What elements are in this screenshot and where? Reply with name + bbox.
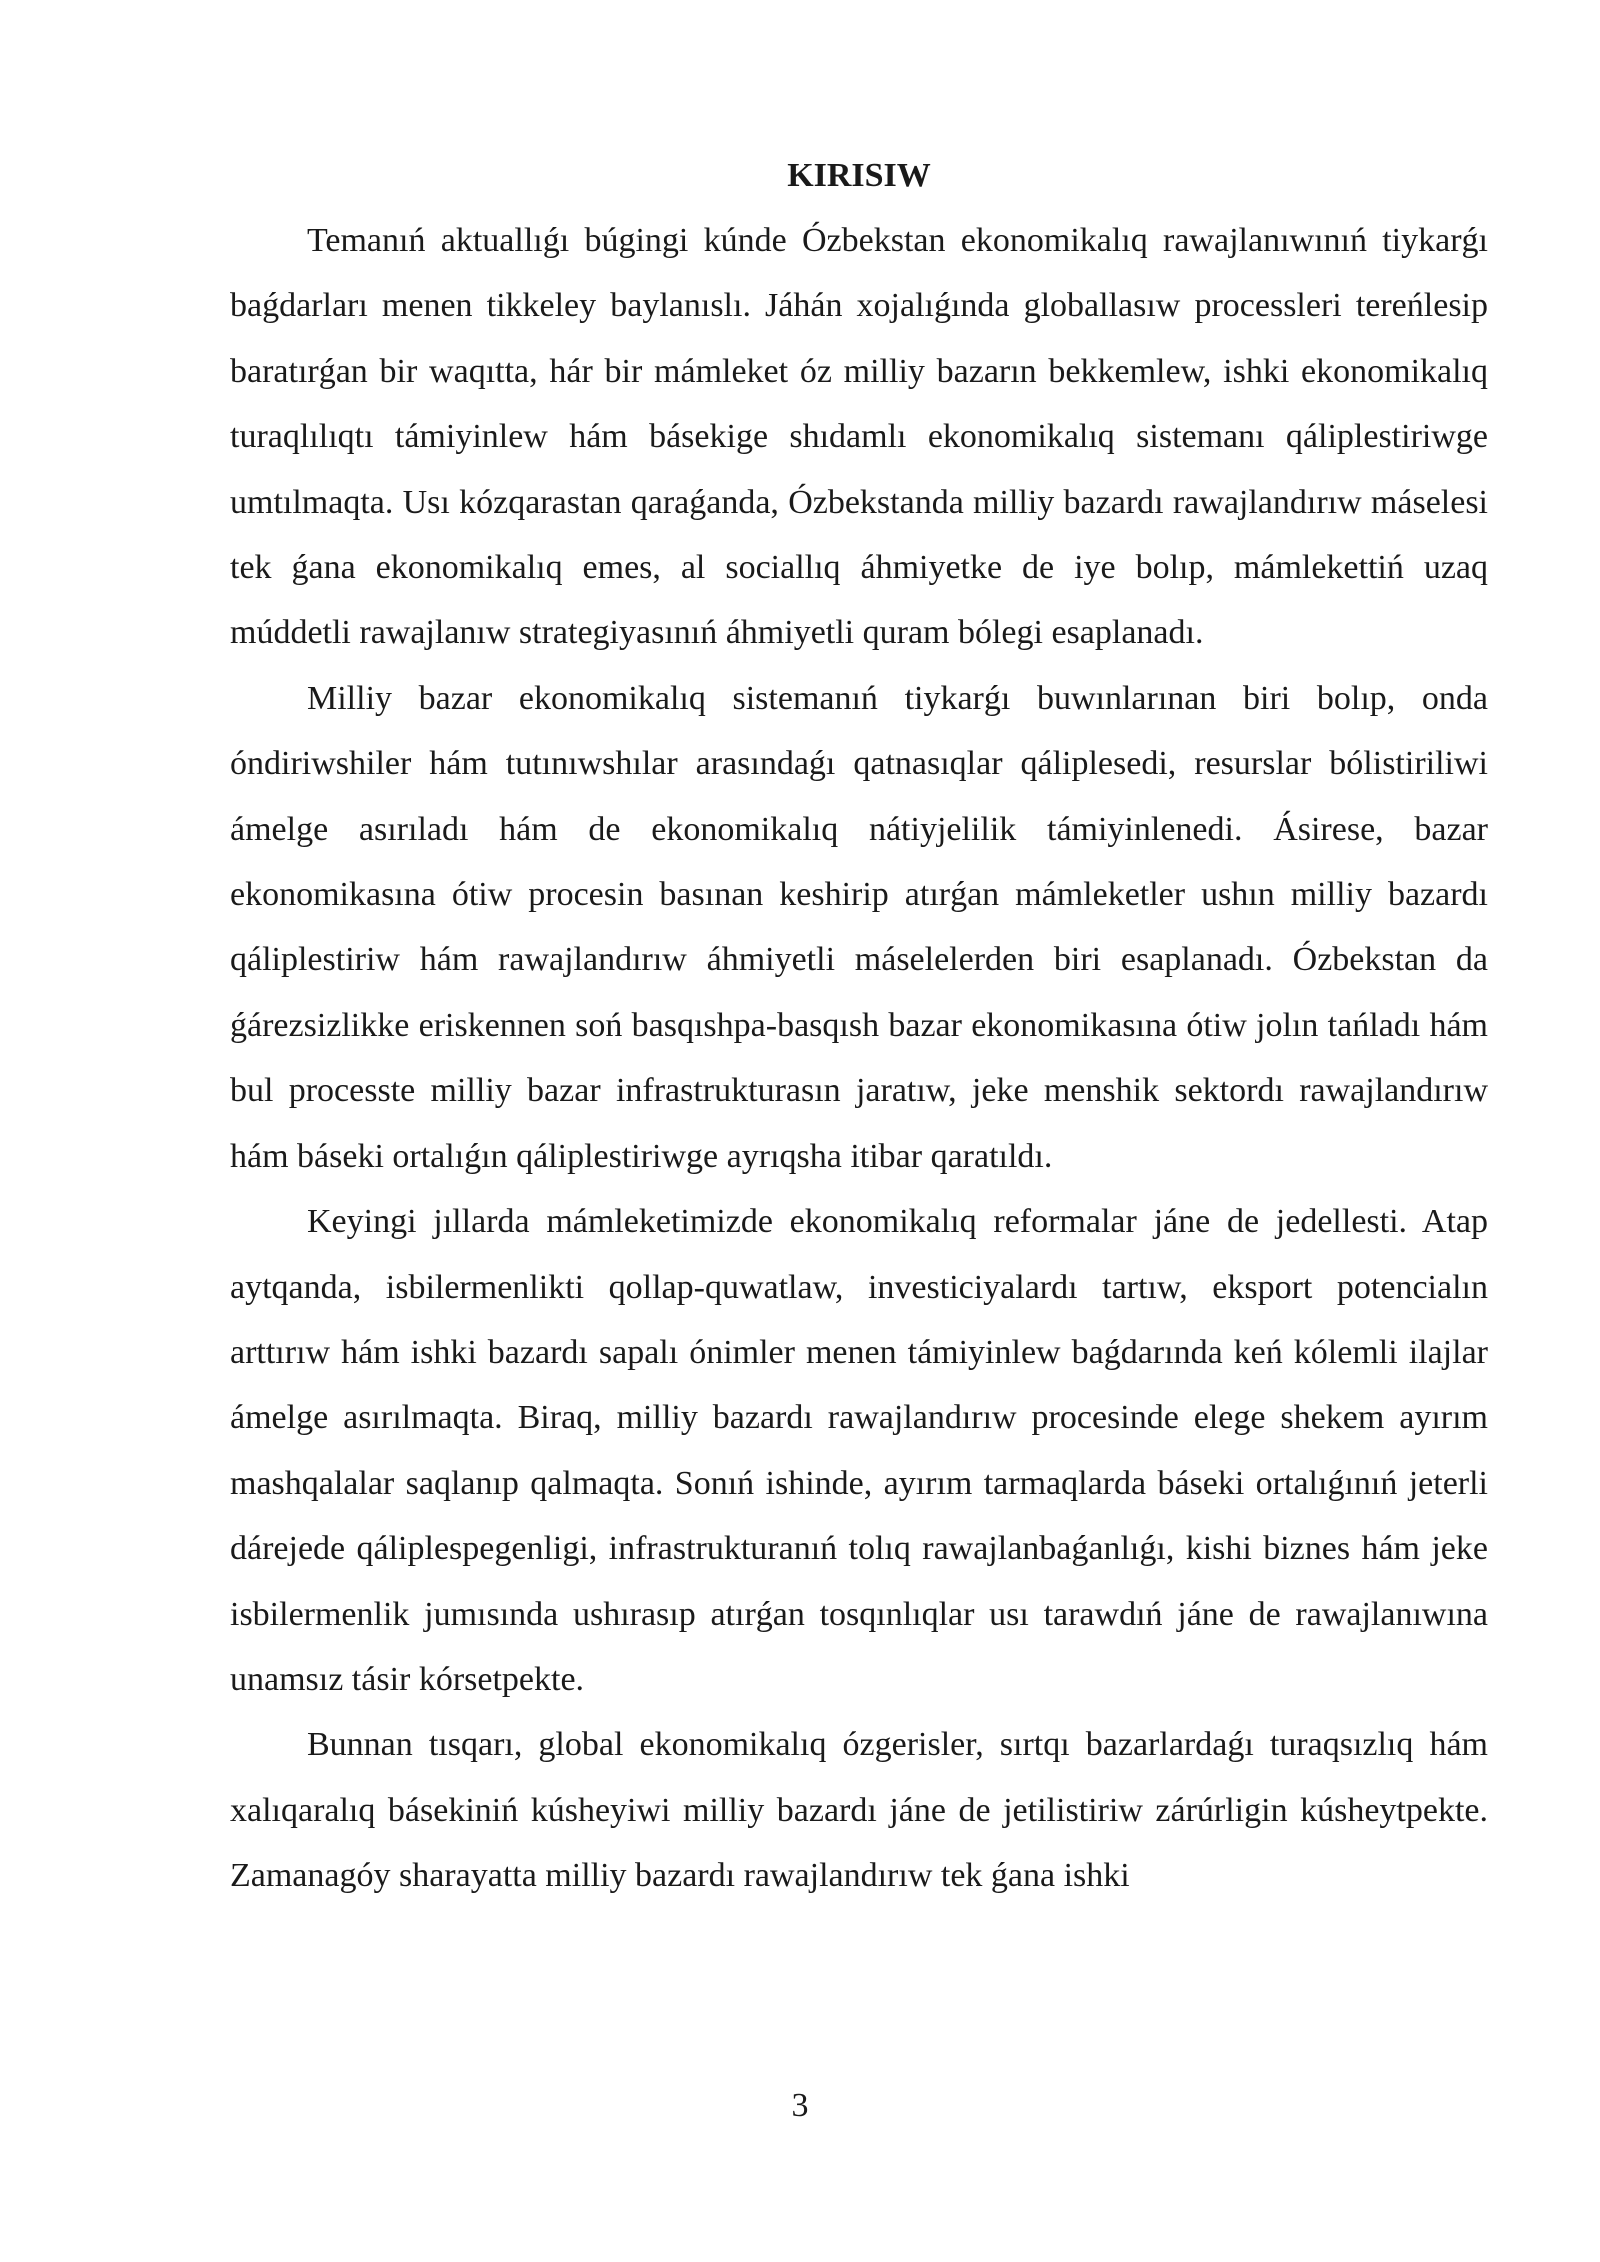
paragraph-1: Temanıń aktuallıǵı búgingi kúnde Ózbekstan ekonomikalıq rawajlanıwınıń tiykarǵı baǵdarları menen tikkeley baylanıslı. Jáhán xojalıǵında globallasıw processleri tereńlesip baratırǵan bir waqıtta, hár bir mámleket óz milliy bazarın bekkemlew, ishki ekonomikalıq turaqlılıqtı támiyinlew hám básekige shıdamlı ekonomikalıq sistemanı qáliplestiriwge umtılmaqta. Usı kózqarastan qaraǵanda, Ózbekstanda milliy bazardı rawajlandırıw máselesi tek ǵana ekonomikalıq emes, al sociallıq áhmiyetke de iye bolıp, mámlekettiń uzaq múddetli rawajlanıw strategiyasınıń áhmiyetli quram bólegi esaplanadı. xyxy=(230,222,1488,652)
paragraph-3: Keyingi jıllarda mámleketimizde ekonomikalıq reformalar jáne de jedellesti. Atap aytqanda, isbilermenlikti qollap-quwatlaw, investiciyalardı tartıw, eksport potencialın arttırıw hám ishki bazardı sapalı ónimler menen támiyinlew baǵdarında keń kólemli ilajlar ámelge asırılmaqta. Biraq, milliy bazardı rawajlandırıw procesinde elege shekem ayırım mashqalalar saqlanıp qalmaqta. Sonıń ishinde, ayırım tarmaqlarda báseki ortalıǵınıń jeterli dárejede qáliplespegenligi, infrastrukturanıń tolıq rawajlanbaǵanlıǵı, kishi biznes hám jeke isbilermenlik jumısında ushırasıp atırǵan tosqınlıqlar usı tarawdıń jáne de rawajlanıwına unamsız tásir kórsetpekte. xyxy=(230,1203,1488,1698)
page-number: 3 xyxy=(791,2087,809,2124)
section-title: KIRISIW xyxy=(787,157,931,194)
page-content xyxy=(230,150,1488,1909)
paragraph-4: Bunnan tısqarı, global ekonomikalıq ózgerisler, sırtqı bazarlardaǵı turaqsızlıq hám xalıqaralıq básekiniń kúsheyiwi milliy bazardı jáne de jetilistiriw zárúrligin kúsheytpekte. Zamanagóy sharayatta milliy bazardı rawajlandırıw tek ǵana ishki xyxy=(230,1726,1488,1895)
paragraph-2: Milliy bazar ekonomikalıq sistemanıń tiykarǵı buwınlarınan biri bolıp, onda óndiriwshiler hám tutınıwshılar arasındaǵı qatnasıqlar qáliplesedi, resurslar bólistiriliwi ámelge asırıladı hám de ekonomikalıq nátiyjelilik támiyinlenedi. Ásirese, bazar ekonomikasına ótiw procesin basınan keshirip atırǵan mámleketler ushın milliy bazardı qáliplestiriw hám rawajlandırıw áhmiyetli máselelerden biri esaplanadı. Ózbekstan da ǵárezsizlikke eriskennen soń basqıshpa-basqısh bazar ekonomikasına ótiw jolın tańladı hám bul processte milliy bazar infrastrukturasın jaratıw, jeke menshik sektordı rawajlandırıw hám báseki ortalıǵın qáliplestiriwge ayrıqsha itibar qaratıldı. xyxy=(230,679,1488,1175)
